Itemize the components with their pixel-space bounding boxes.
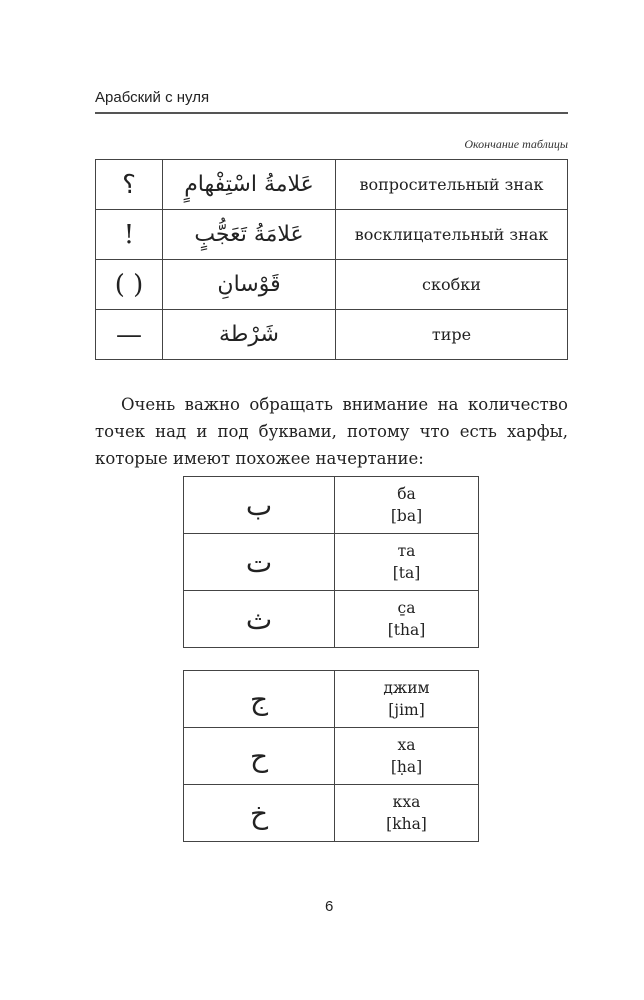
letter-translit: [ba] xyxy=(390,507,423,525)
table-row xyxy=(96,310,568,360)
table-row xyxy=(184,785,479,842)
letters-table-2 xyxy=(183,670,479,842)
name-cell xyxy=(335,477,479,534)
table-row xyxy=(96,160,568,210)
punctuation-table xyxy=(95,159,568,360)
letter-cell: ج xyxy=(184,671,335,728)
page-number: 6 xyxy=(325,898,334,915)
running-title: Арабский с нуля xyxy=(95,89,210,106)
arabic-cell: عَلامَةُ تَعَجُّبٍ xyxy=(163,210,336,260)
letter-cell: ت xyxy=(184,534,335,591)
letter-translit: [jim] xyxy=(388,701,425,719)
symbol-cell: — xyxy=(96,310,163,360)
name-cell xyxy=(335,534,479,591)
letter-cell: ب xyxy=(184,477,335,534)
symbol-cell: ! xyxy=(96,210,163,260)
header-rule xyxy=(95,112,568,114)
russian-cell: тире xyxy=(336,310,568,360)
letter-name: кха xyxy=(392,793,421,811)
russian-cell: скобки xyxy=(336,260,568,310)
table-row xyxy=(96,210,568,260)
table-row xyxy=(184,728,479,785)
table-row xyxy=(184,477,479,534)
letter-translit: [tha] xyxy=(387,621,426,639)
name-cell xyxy=(335,671,479,728)
name-cell xyxy=(335,728,479,785)
letter-translit: [ḥa] xyxy=(390,758,423,776)
russian-cell: вопросительный знак xyxy=(336,160,568,210)
letter-name: с̱а xyxy=(397,599,416,617)
arabic-cell: قَوْسانِ xyxy=(163,260,336,310)
letter-cell: ث xyxy=(184,591,335,648)
letter-cell: ح xyxy=(184,728,335,785)
arabic-cell: شَرْطة xyxy=(163,310,336,360)
letter-name: ба xyxy=(397,485,416,503)
letters-table-1 xyxy=(183,476,479,648)
russian-cell: восклицательный знак xyxy=(336,210,568,260)
letter-cell: خ xyxy=(184,785,335,842)
letter-name: ха xyxy=(397,736,416,754)
table-row xyxy=(184,591,479,648)
table-row xyxy=(184,671,479,728)
arabic-cell: عَلامةُ اسْتِفْهامٍ xyxy=(163,160,336,210)
letter-name: та xyxy=(397,542,416,560)
name-cell xyxy=(335,785,479,842)
name-cell xyxy=(335,591,479,648)
letter-name: джим xyxy=(383,679,430,697)
table-caption: Окончание таблицы xyxy=(464,137,568,151)
letter-translit: [kha] xyxy=(386,815,427,833)
table-row xyxy=(184,534,479,591)
symbol-cell: ؟ xyxy=(96,160,163,210)
symbol-cell: ( ) xyxy=(96,260,163,310)
letter-translit: [ta] xyxy=(392,564,421,582)
table-row xyxy=(96,260,568,310)
body-paragraph: Очень важно обращать внимание на количество точек над и под буквами, потому что есть харфы, которые имеют похожее начертание: xyxy=(95,394,568,468)
